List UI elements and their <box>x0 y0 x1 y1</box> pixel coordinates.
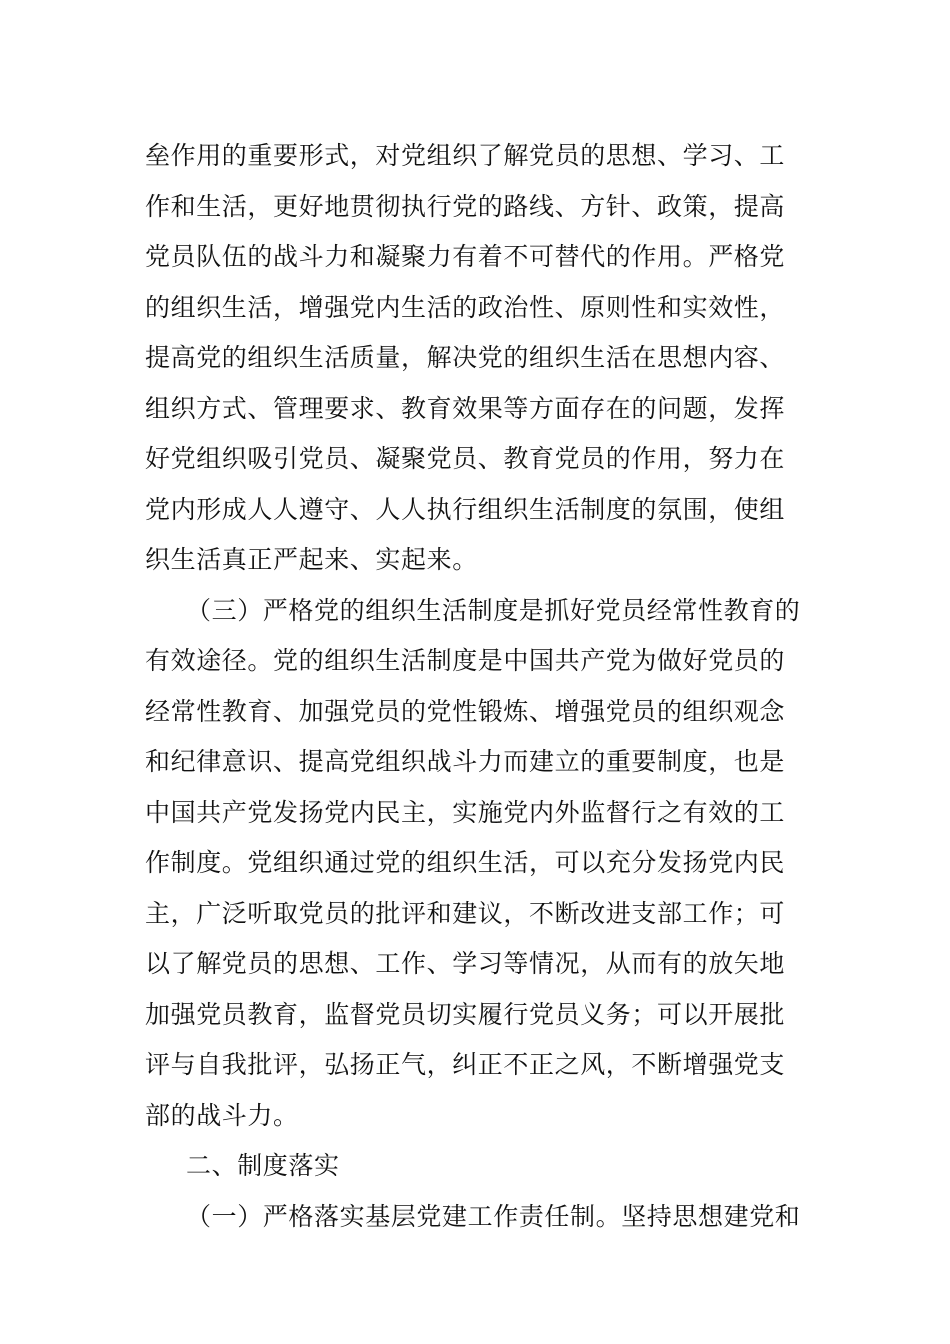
text-line: 有效途径。党的组织生活制度是中国共产党为做好党员的 <box>145 646 786 675</box>
text-line: 评与自我批评，弘扬正气，纠正不正之风，不断增强党支 <box>145 1050 786 1079</box>
text-line: 党内形成人人遵守、人人执行组织生活制度的氛围，使组 <box>145 494 786 524</box>
subsection-heading-1: （一）严格落实基层党建工作责任制。坚持思想建党和 <box>186 1201 801 1231</box>
text-line: 提高党的组织生活质量，解决党的组织生活在思想内容、 <box>145 343 786 372</box>
text-line: 中国共产党发扬党内民主，实施党内外监督行之有效的工 <box>145 797 786 827</box>
text-line: 经常性教育、加强党员的党性锻炼、增强党员的组织观念 <box>145 696 786 726</box>
text-line: 以了解党员的思想、工作、学习等情况，从而有的放矢地 <box>145 949 786 978</box>
text-line: 好党组织吸引党员、凝聚党员、教育党员的作用，努力在 <box>145 444 786 473</box>
text-line: 组织方式、管理要求、教育效果等方面存在的问题，发挥 <box>145 393 786 423</box>
text-line: 主，广泛听取党员的批评和建议，不断改进支部工作；可 <box>145 898 786 928</box>
subsection-heading-3: （三）严格党的组织生活制度是抓好党员经常性教育的 <box>186 595 801 625</box>
section-heading-2: 二、制度落实 <box>186 1151 340 1180</box>
body-text <box>145 131 815 1242</box>
text-line: 部的战斗力。 <box>145 1100 299 1130</box>
text-line: 作制度。党组织通过党的组织生活，可以充分发扬党内民 <box>145 848 786 877</box>
text-line: 的组织生活，增强党内生活的政治性、原则性和实效性， <box>145 292 786 322</box>
text-line: 加强党员教育，监督党员切实履行党员义务；可以开展批 <box>145 999 786 1029</box>
text-line: 和纪律意识、提高党组织战斗力而建立的重要制度，也是 <box>145 747 786 776</box>
text-line: 作和生活，更好地贯彻执行党的路线、方针、政策，提高 <box>145 191 786 221</box>
text-line: 党员队伍的战斗力和凝聚力有着不可替代的作用。严格党 <box>145 242 786 271</box>
text-line: 织生活真正严起来、实起来。 <box>145 545 478 574</box>
text-line: 垒作用的重要形式，对党组织了解党员的思想、学习、工 <box>145 141 786 170</box>
